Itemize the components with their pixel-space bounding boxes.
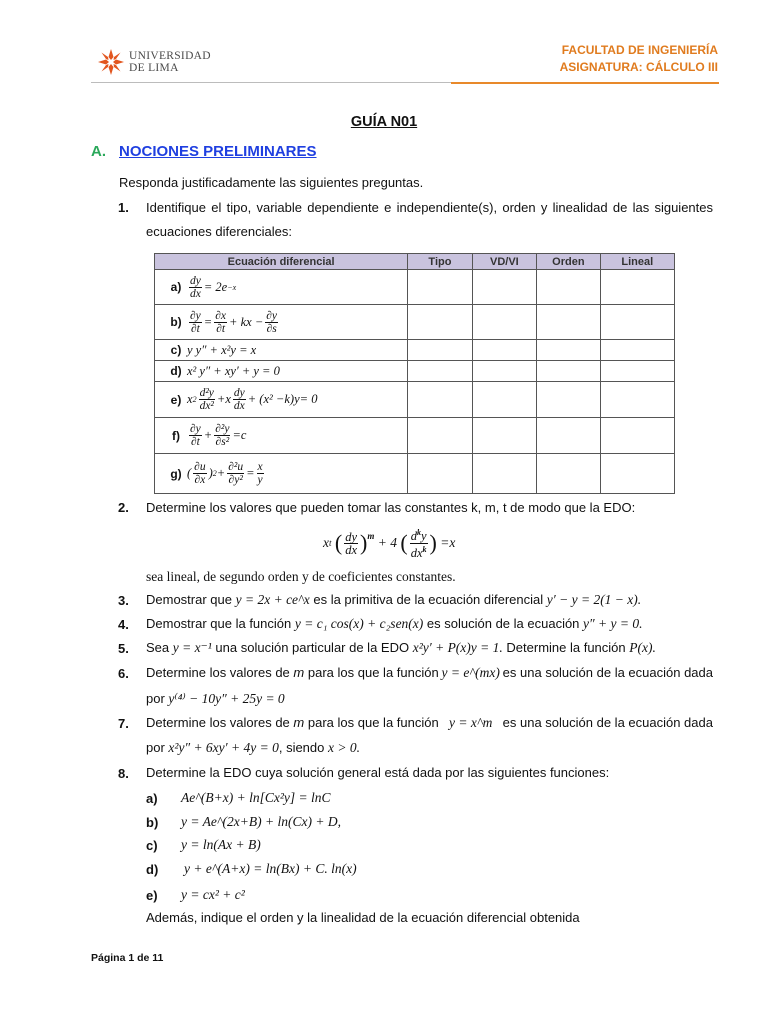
q8-item-label: b) <box>146 815 159 830</box>
q2-equation: x t ( $\frac{dy}{dx}$ ) $^m$ + 4 ( $\frac{d^ky}{dx^k}$ ) = x <box>323 528 456 560</box>
answer-cell[interactable] <box>408 382 472 418</box>
answer-cell[interactable] <box>408 361 472 382</box>
q3-number: 3. <box>118 593 129 608</box>
table-row <box>155 382 675 418</box>
table-row <box>155 454 675 494</box>
q2-number: 2. <box>118 500 129 515</box>
answer-cell[interactable] <box>537 305 601 340</box>
row-label: b) <box>170 315 182 329</box>
faculty-block <box>560 42 718 76</box>
answer-cell[interactable] <box>537 454 601 494</box>
q6-number: 6. <box>118 666 129 681</box>
answer-cell[interactable] <box>472 361 536 382</box>
q8-text: Determine la EDO cuya solución general está dada por las siguientes funciones: <box>146 765 610 780</box>
university-name-line1: UNIVERSIDAD <box>129 50 211 62</box>
col-header-vdvi: VD/VI <box>472 254 536 270</box>
q8-item-equation: y = cx² + c² <box>181 887 245 902</box>
university-star-icon <box>97 48 125 76</box>
q4-text: Demostrar que la función y = c₁ cos(x) + c₂sen(x) es solución de la ecuación y″ + y = 0. <box>146 616 643 631</box>
answer-cell[interactable] <box>600 361 674 382</box>
answer-cell[interactable] <box>537 340 601 361</box>
university-name-line2: DE LIMA <box>129 62 179 74</box>
equation-d: x² y″ + xy′ + y = 0 <box>187 363 280 378</box>
q8-item-equation: y = Ae^(2x+B) + ln(Cx) + D, <box>181 814 341 829</box>
q2-after: sea lineal, de segundo orden y de coeficientes constantes. <box>146 569 456 584</box>
section-title: NOCIONES PRELIMINARES <box>119 143 317 160</box>
equation-b: $\frac{\partial y}{\partial t}$ = $\frac{\partial x}{\partial t}$ + kx − $\frac{\partial y}{\partial s}$ <box>190 309 278 335</box>
q7-text-line2: por x²y″ + 6xy′ + 4y = 0, siendo x > 0. <box>146 740 360 755</box>
equation-a: $\frac{dy}{dx}$ = 2 e −x <box>190 274 237 300</box>
table-row <box>155 340 675 361</box>
answer-cell[interactable] <box>472 454 536 494</box>
answer-cell[interactable] <box>600 340 674 361</box>
q1-text-line1: Identifique el tipo, variable dependiente e independiente(s), orden y linealidad de las siguientes <box>146 200 713 215</box>
section-letter: A. <box>91 143 106 160</box>
differential-equations-table <box>154 253 675 494</box>
answer-cell[interactable] <box>472 270 536 305</box>
q8-after: Además, indique el orden y la linealidad de la ecuación diferencial obtenida <box>146 910 580 925</box>
equation-e: x 2 $\frac{\text{d²y}}{\text{dx²}}$ + x $\frac{dy}{dx}$ + ( x ² − k ) y = 0 <box>187 387 318 412</box>
q8-item-equation: y + e^(A+x) = ln(Bx) + C. ln(x) <box>184 861 357 876</box>
answer-cell[interactable] <box>600 382 674 418</box>
answer-cell[interactable] <box>600 454 674 494</box>
table-row <box>155 270 675 305</box>
q8-number: 8. <box>118 766 129 781</box>
university-logo <box>97 46 211 78</box>
answer-cell[interactable] <box>537 361 601 382</box>
answer-cell[interactable] <box>537 270 601 305</box>
answer-cell[interactable] <box>408 270 472 305</box>
answer-cell[interactable] <box>408 340 472 361</box>
answer-cell[interactable] <box>600 270 674 305</box>
table-row <box>155 305 675 340</box>
answer-cell[interactable] <box>408 305 472 340</box>
q6-text-line1: Determine los valores de m para los que la función y = e^(mx) es una solución de la ecuación dada <box>146 665 713 680</box>
answer-cell[interactable] <box>600 418 674 454</box>
intro-text: Responda justificadamente las siguientes preguntas. <box>119 175 424 190</box>
q4-number: 4. <box>118 617 129 632</box>
q8-item-equation: y = ln(Ax + B) <box>181 837 261 852</box>
q5-text: Sea y = x⁻¹ una solución particular de la EDO x²y′ + P(x)y = 1. Determine la función P(x). <box>146 640 656 655</box>
table-row <box>155 418 675 454</box>
answer-cell[interactable] <box>408 454 472 494</box>
answer-cell[interactable] <box>472 340 536 361</box>
q8-item-label: d) <box>146 862 159 877</box>
col-header-order: Orden <box>537 254 601 270</box>
row-label: g) <box>170 466 182 481</box>
answer-cell[interactable] <box>472 305 536 340</box>
equation-f: $\frac{\partial y}{\partial t}$ + $\frac{\text{∂²y}}{\text{∂s²}}$ = c <box>190 423 247 448</box>
q7-text-line1: Determine los valores de m para los que la función y = x^m es una solución de la ecuación dada <box>146 715 713 730</box>
answer-cell[interactable] <box>472 418 536 454</box>
answer-cell[interactable] <box>408 418 472 454</box>
answer-cell[interactable] <box>472 382 536 418</box>
guide-title: GUÍA N01 <box>350 114 418 130</box>
row-label: e) <box>170 392 182 407</box>
subject-name: ASIGNATURA: CÁLCULO III <box>559 60 718 74</box>
equation-c: y y″ + x²y = x <box>187 342 257 357</box>
row-label: f) <box>172 428 180 443</box>
q2-text: Determine los valores que pueden tomar las constantes k, m, t de modo que la EDO: <box>146 500 636 515</box>
q8-item-equation: Ae^(B+x) + ln[Cx²y] = lnC <box>181 790 331 805</box>
col-header-linear: Lineal <box>600 254 674 270</box>
q6-text-line2: por y⁽⁴⁾ − 10y″ + 25y = 0 <box>146 691 285 706</box>
table-row <box>155 361 675 382</box>
header-divider-orange <box>451 82 719 84</box>
answer-cell[interactable] <box>537 418 601 454</box>
row-label: a) <box>170 280 182 294</box>
col-header-type: Tipo <box>408 254 472 270</box>
table-header-row <box>155 254 675 270</box>
faculty-name: FACULTAD DE INGENIERÍA <box>561 43 718 57</box>
q8-item-label: e) <box>146 888 158 903</box>
q8-item-label: a) <box>146 791 158 806</box>
q8-item-label: c) <box>146 838 158 853</box>
col-header-equation: Ecuación diferencial <box>155 254 408 270</box>
answer-cell[interactable] <box>537 382 601 418</box>
header-divider-gray <box>91 82 451 83</box>
answer-cell[interactable] <box>600 305 674 340</box>
q1-number: 1. <box>118 200 129 215</box>
row-label: c) <box>170 343 182 357</box>
q3-text: Demostrar que y = 2x + ce^x es la primitiva de la ecuación diferencial y′ − y = 2(1 − x). <box>146 592 642 607</box>
q1-text-line2: ecuaciones diferenciales: <box>146 224 292 239</box>
q5-number: 5. <box>118 641 129 656</box>
row-label: d) <box>170 364 182 378</box>
q7-number: 7. <box>118 716 129 731</box>
page-number: Página 1 de 11 <box>91 952 164 964</box>
equation-g: ( $\frac{\partial u}{\partial x}$ ) 2 + $\frac{\text{∂²u}}{\text{∂y²}}$ = $\frac{x}{y}$ <box>187 461 263 486</box>
